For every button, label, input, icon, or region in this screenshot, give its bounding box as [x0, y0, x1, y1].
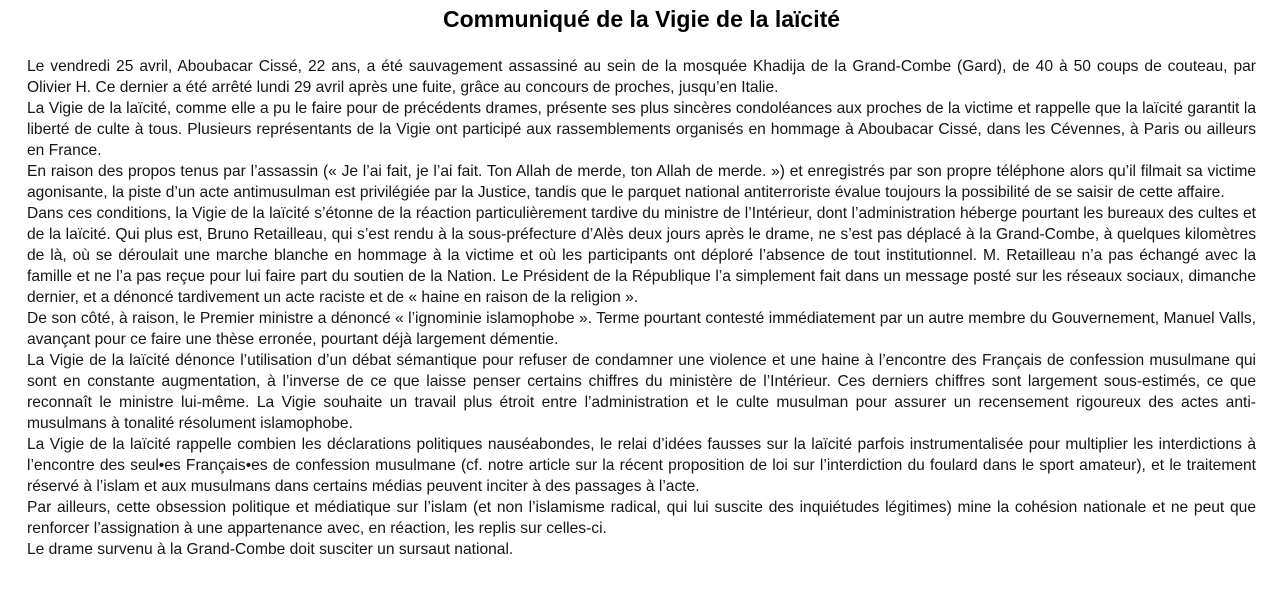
paragraph-1: Le vendredi 25 avril, Aboubacar Cissé, 22 ans, a été sauvagement assassiné au sein de la mosquée Khadija de la Grand-Combe (Gard), de 40 à 50 coups de couteau, par Olivier H. Ce dernier a été arrêté lundi 29 avril après une fuite, grâce au concours de proches, jusqu’en Italie. [27, 58, 1256, 96]
paragraph-4: Dans ces conditions, la Vigie de la laïcité s’étonne de la réaction particulièrement tardive du ministre de l’Intérieur, dont l’administration héberge pourtant les bureaux des cultes et de la laïcité. Qui plus est, Bruno Retailleau, qui s’est rendu à la sous-préfecture d’Alès deux jours après le drame, ne s’est pas déplacé à la Grand-Combe, à quelques kilomètres de là, où se déroulait une marche blanche en hommage à la victime et où les participants ont déploré l’absence de tout institutionnel. M. Retailleau n’a pas échangé avec la famille et ne l’a pas reçue pour lui faire part du soutien de la Nation. Le Président de la République l’a simplement fait dans un message posté sur les réseaux sociaux, dimanche dernier, et a dénoncé tardivement un acte raciste et de « haine en raison de la religion ». [27, 205, 1256, 306]
paragraph-5: De son côté, à raison, le Premier ministre a dénoncé « l’ignominie islamophobe ». Terme pourtant contesté immédiatement par un autre membre du Gouvernement, Manuel Valls, avançant pour ce faire une thèse erronée, pourtant déjà largement démentie. [27, 310, 1256, 348]
page-title: Communiqué de la Vigie de la laïcité [442, 6, 841, 32]
paragraph-6: La Vigie de la laïcité dénonce l’utilisation d’un débat sémantique pour refuser de condamner une violence et une haine à l’encontre des Français de confession musulmane qui sont en constante augmentation, à l’inverse de ce que laisse penser certains chiffres du ministère de l’Intérieur. Ces derniers chiffres sont largement sous-estimés, ce que reconnaît le ministre lui-même. La Vigie souhaite un travail plus étroit entre l’administration et le culte musulman pour assurer un recensement rigoureux des actes anti-musulmans à tonalité résolument islamophobe. [27, 352, 1256, 432]
paragraph-2: La Vigie de la laïcité, comme elle a pu le faire pour de précédents drames, présente ses plus sincères condoléances aux proches de la victime et rappelle que la laïcité garantit la liberté de culte à tous. Plusieurs représentants de la Vigie ont participé aux rassemblements organisés en hommage à Aboubacar Cissé, dans les Cévennes, à Paris ou ailleurs en France. [27, 100, 1256, 159]
paragraph-3: En raison des propos tenus par l’assassin (« Je l’ai fait, je l’ai fait. Ton Allah de merde, ton Allah de merde. ») et enregistrés par son propre téléphone alors qu’il filmait sa victime agonisante, la piste d’un acte antimusulman est privilégiée par la Justice, tandis que le parquet national antiterroriste évalue toujours la possibilité de se saisir de cette affaire. [27, 163, 1256, 201]
paragraph-9: Le drame survenu à la Grand-Combe doit susciter un sursaut national. [27, 541, 514, 558]
paragraph-7: La Vigie de la laïcité rappelle combien les déclarations politiques nauséabondes, le relai d’idées fausses sur la laïcité parfois instrumentalisée pour multiplier les interdictions à l’encontre des seul•es Français•es de confession musulmane (cf. notre article sur la récent proposition de loi sur l’interdiction du foulard dans le sport amateur), et le traitement réservé à l’islam et aux musulmans dans certains médias peuvent inciter à des passages à l’acte. [27, 436, 1256, 495]
communique-body [27, 56, 1256, 560]
paragraph-8: Par ailleurs, cette obsession politique et médiatique sur l’islam (et non l’islamisme radical, qui lui suscite des inquiétudes légitimes) mine la cohésion nationale et ne peut que renforcer l’assignation à une appartenance avec, en réaction, les replis sur celles-ci. [27, 499, 1256, 537]
